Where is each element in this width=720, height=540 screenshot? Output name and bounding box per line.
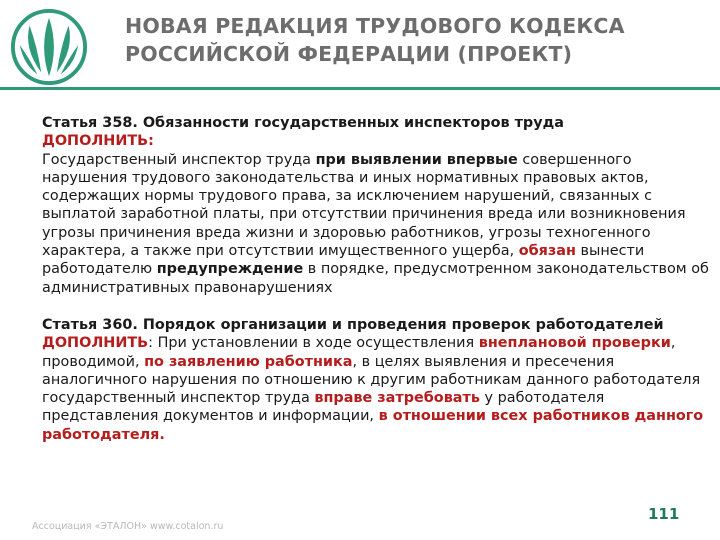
highlight-run: по заявлению работника	[144, 353, 353, 370]
article-360-add-label: ДОПОЛНИТЬ	[42, 335, 149, 352]
highlight-run: вправе затребовать	[314, 390, 480, 407]
article-360-heading: Статья 360. Порядок организации и проведения проверок работодателей	[42, 316, 664, 333]
text-run: , в целях выявления и пресечения аналогичного нарушения по отношению к другим работникам данного работодателя государственный инспектор труда	[42, 353, 701, 407]
emphasis-run: предупреждение	[156, 261, 304, 278]
highlight-run: обязан	[518, 243, 576, 260]
text-run: в порядке, предусмотренном законодательством об административных правонарушениях	[42, 261, 709, 296]
highlight-run: в отношении всех работников данного работодателя.	[42, 408, 704, 443]
text-run: у работодателя представления документов и информации,	[42, 390, 605, 425]
text-run: совершенного нарушения трудового законодательства и иных нормативных правовых актов, содержащих нормы трудового права, за исключением нарушений, связанных с выплатой заработной платы, при отсутствии причинения вреда или возникновения угрозы причинения вреда жизни и здоровью работников, угрозы техногенного характера, а также при отсутствии имущественного ущерба,	[42, 151, 686, 260]
page-number: 111	[648, 505, 680, 523]
article-358-body	[42, 132, 710, 297]
header-divider	[0, 87, 720, 90]
slide-content	[42, 114, 710, 444]
article-358-add-label: ДОПОЛНИТЬ:	[42, 133, 154, 150]
leaf-logo-icon	[10, 8, 88, 86]
title-line-1: НОВАЯ РЕДАКЦИЯ ТРУДОВОГО КОДЕКСА	[125, 14, 625, 38]
title-line-2: РОССИЙСКОЙ ФЕДЕРАЦИИ (ПРОЕКТ)	[125, 42, 573, 66]
highlight-run: внеплановой проверки	[478, 335, 671, 352]
footer-source: Ассоциация «ЭТАЛОН» www.cotalon.ru	[32, 521, 224, 532]
text-run: , проводимой,	[42, 335, 676, 370]
text-run: вынести работодателю	[42, 243, 645, 278]
emphasis-run: при выявлении впервые	[315, 151, 518, 168]
text-run: : При установлении в ходе осуществления	[148, 335, 479, 352]
text-run: Государственный инспектор труда	[42, 151, 316, 168]
article-360-body	[42, 334, 710, 444]
page-title	[125, 12, 705, 68]
article-358-heading: Статья 358. Обязанности государственных инспекторов труда	[42, 115, 564, 131]
